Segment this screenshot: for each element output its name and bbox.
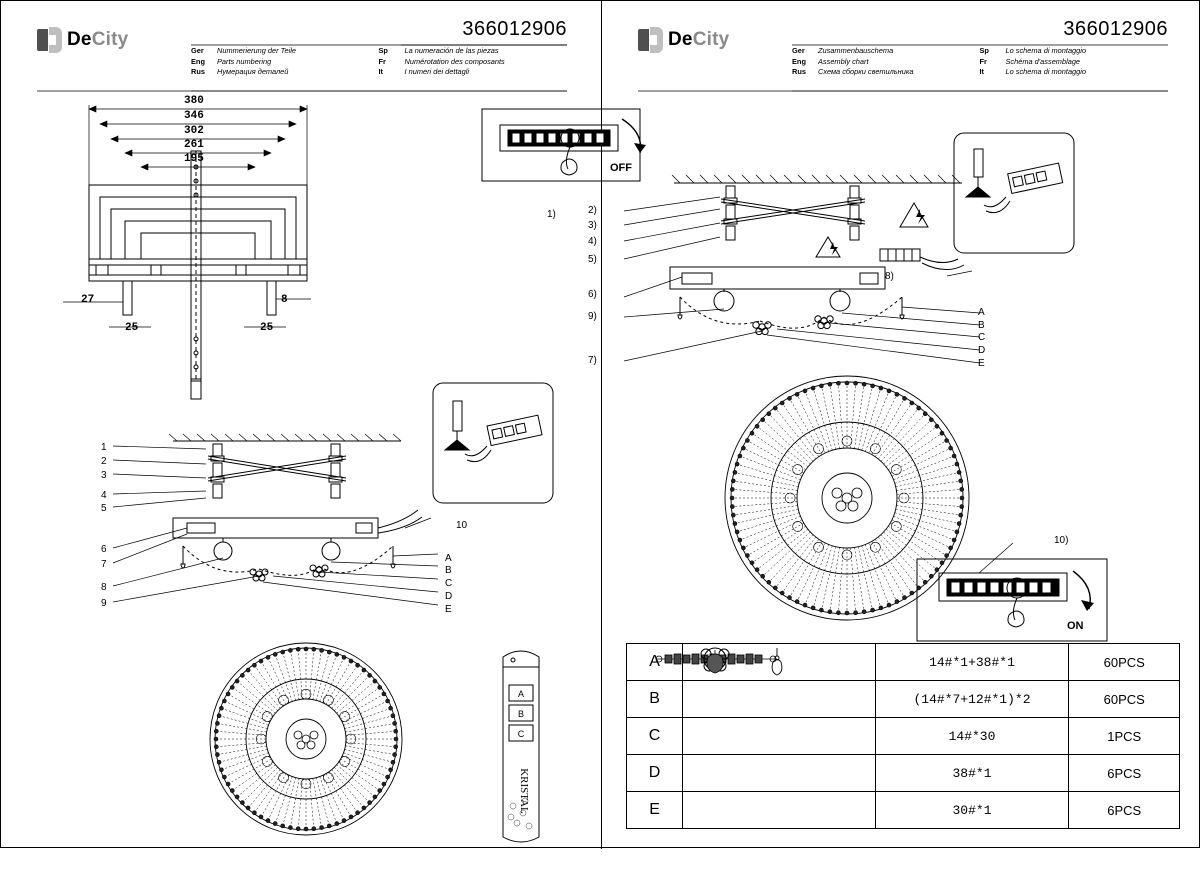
right-title-block: Ger Zusammenbauschema Sp Lo schema di montaggio Eng Assembly chart Fr Schéma d'assemblage Rus Схема сборки светильника It Lo schema di montaggio	[792, 46, 1087, 76]
right-letter-e: E	[978, 358, 985, 369]
right-step-8: 8)	[885, 271, 894, 282]
right-letter-c: C	[978, 332, 986, 343]
left-callout-7: 7	[101, 559, 107, 570]
left-callout-5: 5	[101, 503, 107, 514]
right-step-7: 7)	[588, 355, 597, 366]
table-row	[627, 755, 1180, 792]
left-letter-a: A	[445, 553, 452, 564]
left-callout-6: 6	[101, 544, 107, 555]
table-row	[627, 792, 1180, 829]
part-spec-b: (14#*7+12#*1)*2	[875, 681, 1069, 718]
part-icon-c	[683, 718, 875, 755]
part-spec-e: 30#*1	[875, 792, 1069, 829]
part-key-a: A	[627, 644, 683, 681]
part-key-d: D	[627, 755, 683, 792]
brand-name-city-right: City	[692, 29, 730, 50]
dimension-195: 195	[184, 153, 204, 165]
svg-text:KRISTAL: KRISTAL	[518, 768, 530, 814]
parts-table	[626, 643, 1180, 829]
svg-text:ON: ON	[1067, 620, 1084, 632]
right-step-6: 6)	[588, 289, 597, 300]
svg-text:A: A	[517, 689, 525, 699]
part-icon-e	[683, 792, 875, 829]
right-step-2: 2)	[588, 205, 597, 216]
part-key-e: E	[627, 792, 683, 829]
package-box	[491, 641, 571, 851]
part-qty-c: 1PCS	[1069, 718, 1180, 755]
dimension-346: 346	[184, 110, 204, 122]
right-assembly-diagram	[602, 101, 1200, 401]
part-spec-a: 14#*1+38#*1	[875, 644, 1069, 681]
part-qty-e: 6PCS	[1069, 792, 1180, 829]
dimension-261: 261	[184, 139, 204, 151]
right-header	[602, 1, 1200, 97]
left-callout-4: 4	[101, 490, 107, 501]
right-step-4: 4)	[588, 236, 597, 247]
part-icon-d	[683, 755, 875, 792]
part-qty-a: 60PCS	[1069, 644, 1180, 681]
left-callout-10: 10	[456, 520, 468, 531]
dimension-8: 8	[281, 294, 288, 306]
table-row	[627, 681, 1180, 718]
part-qty-d: 6PCS	[1069, 755, 1180, 792]
left-article-number: 366012906	[462, 18, 567, 40]
left-letter-e: E	[445, 604, 452, 615]
right-article-number: 366012906	[1063, 18, 1168, 40]
svg-text:C: C	[517, 729, 525, 739]
right-step-9: 9)	[588, 311, 597, 322]
crystal-disc-left	[161, 641, 501, 891]
left-title-block: Ger Nummerierung der Teile Sp La numeración de las piezas Eng Parts numbering Fr Numérotation des composants Rus Нумерация деталей It I numeri dei dettagli	[191, 46, 505, 76]
dimension-25-right: 25	[260, 322, 274, 334]
right-letter-a: A	[978, 307, 985, 318]
svg-text:B: B	[517, 709, 525, 719]
part-spec-c: 14#*30	[875, 718, 1069, 755]
left-callout-1: 1	[101, 442, 107, 453]
dimension-25-left: 25	[125, 322, 139, 334]
right-letter-b: B	[978, 320, 985, 331]
dimension-27: 27	[81, 294, 95, 306]
dimension-302: 302	[184, 125, 204, 137]
left-letter-d: D	[445, 591, 453, 602]
left-callout-9: 9	[101, 598, 107, 609]
right-step-3: 3)	[588, 220, 597, 231]
left-callout-8: 8	[101, 582, 107, 593]
brand-name-city: City	[91, 29, 129, 50]
left-callout-2: 2	[101, 456, 107, 467]
part-icon-b	[683, 681, 875, 718]
right-step-1: 1)	[547, 209, 556, 220]
table-row	[627, 718, 1180, 755]
left-header	[1, 1, 601, 97]
part-spec-d: 38#*1	[875, 755, 1069, 792]
left-letter-c: C	[445, 578, 453, 589]
part-key-b: B	[627, 681, 683, 718]
dimension-380: 380	[184, 95, 204, 107]
left-callout-3: 3	[101, 470, 107, 481]
left-letter-b: B	[445, 565, 452, 576]
brand-name-de: De	[67, 29, 92, 50]
right-step-10: 10)	[1054, 535, 1069, 546]
right-step-5: 5)	[588, 254, 597, 265]
svg-text:OFF: OFF	[610, 162, 632, 174]
brand-name-de-right: De	[668, 29, 693, 50]
right-letter-d: D	[978, 345, 986, 356]
right-page	[547, 1, 1200, 849]
part-key-c: C	[627, 718, 683, 755]
part-qty-b: 60PCS	[1069, 681, 1180, 718]
